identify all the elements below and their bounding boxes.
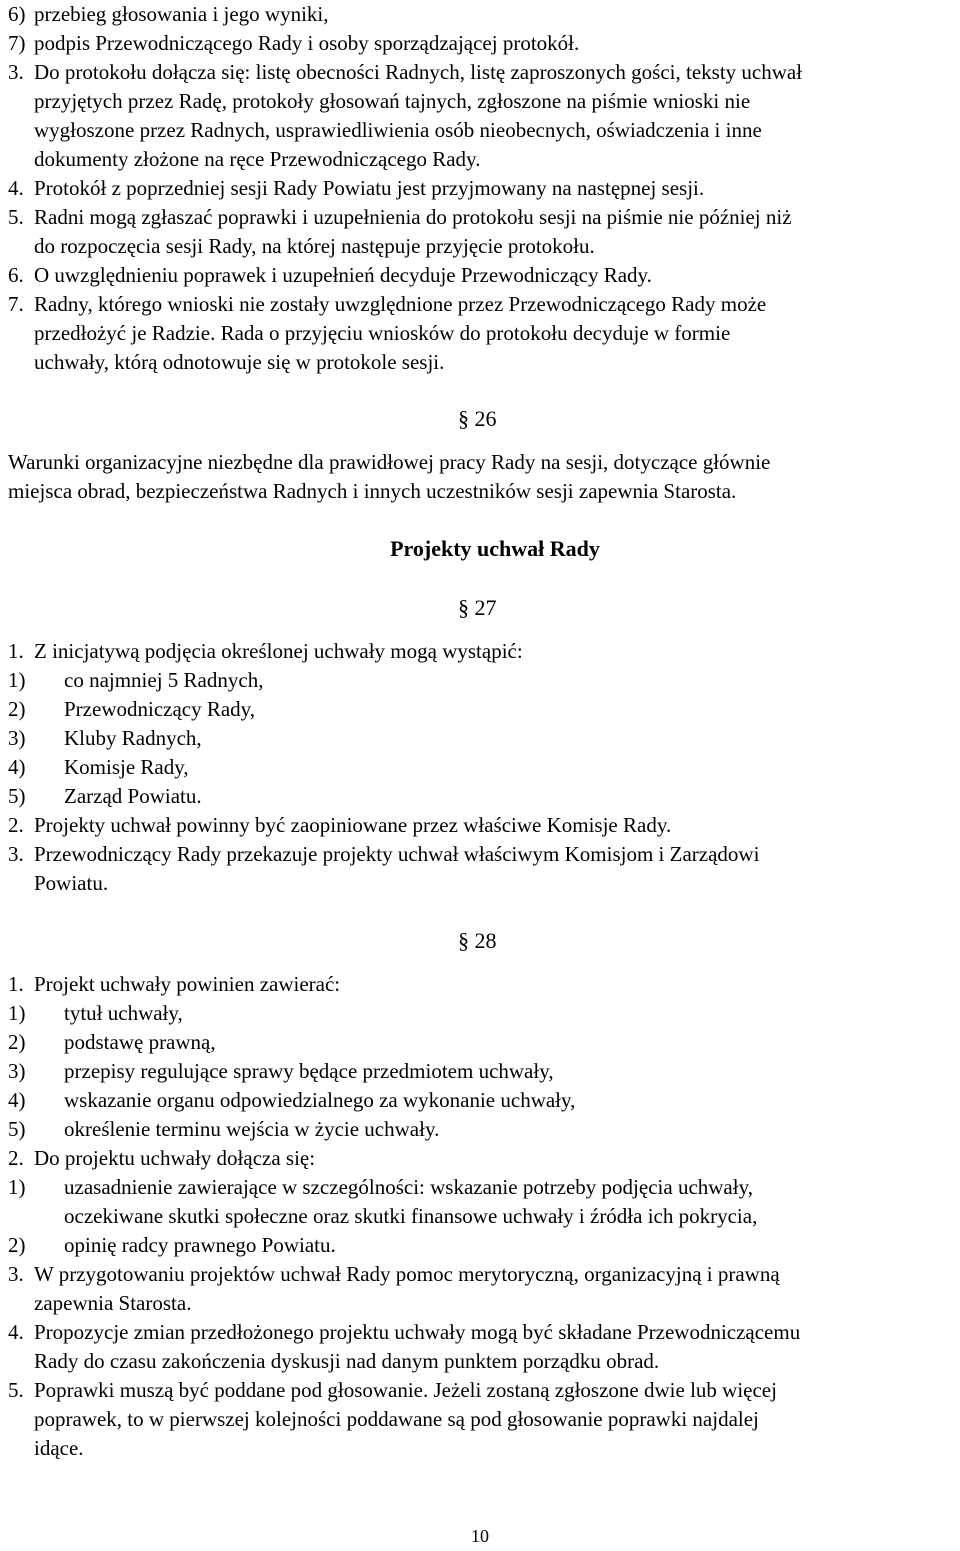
item-text: uchwały, którą odnotowuje się w protokole sesji. (34, 350, 445, 374)
paragraph-mark-28: § 28 (458, 928, 497, 953)
text-line (0, 203, 958, 232)
text-line (0, 1202, 958, 1231)
subitem-number: 3) (8, 726, 26, 750)
subitem-number: 3) (8, 1059, 26, 1083)
item-number: 3. (8, 842, 24, 866)
item-text: O uwzględnieniu poprawek i uzupełnień decyduje Przewodniczący Rady. (34, 263, 652, 287)
text-line (0, 145, 958, 174)
subitem-text: podstawę prawną, (64, 1030, 216, 1054)
text-line (0, 1318, 958, 1347)
item-number: 4. (8, 176, 24, 200)
text-line (0, 1144, 958, 1173)
text-line (0, 58, 958, 87)
section-heading: Projekty uchwał Rady (390, 536, 600, 561)
item-text: zapewnia Starosta. (34, 1291, 192, 1315)
item-number: 7. (8, 292, 24, 316)
item-text: podpis Przewodniczącego Rady i osoby sporządzającej protokół. (34, 31, 580, 55)
subitem-text: co najmniej 5 Radnych, (64, 668, 264, 692)
item-text: przebieg głosowania i jego wyniki, (34, 2, 329, 26)
text-line (0, 811, 958, 840)
item-text: Projekty uchwał powinny być zaopiniowane przez właściwe Komisje Rady. (34, 813, 672, 837)
subitem-text: tytuł uchwały, (64, 1001, 183, 1025)
text-line (0, 1405, 958, 1434)
item-number: 1. (8, 972, 24, 996)
item-text: przyjętych przez Radę, protokoły głosowań tajnych, zgłoszone na piśmie wnioski nie (34, 89, 751, 113)
text-line (0, 174, 958, 203)
subitem-text: przepisy regulujące sprawy będące przedmiotem uchwały, (64, 1059, 554, 1083)
text-line (0, 1347, 958, 1376)
subitem-text: Kluby Radnych, (64, 726, 202, 750)
subitem-text: wskazanie organu odpowiedzialnego za wykonanie uchwały, (64, 1088, 576, 1112)
text-line (0, 1086, 958, 1115)
item-number: 2. (8, 1146, 24, 1170)
item-text: Przewodniczący Rady przekazuje projekty uchwał właściwym Komisjom i Zarządowi (34, 842, 760, 866)
item-number: 6) (8, 2, 26, 26)
item-number: 3. (8, 1262, 24, 1286)
item-text: dokumenty złożone na ręce Przewodniczącego Rady. (34, 147, 481, 171)
text-line (0, 87, 958, 116)
item-text: Do projektu uchwały dołącza się: (34, 1146, 316, 1170)
item-number: 5. (8, 1378, 24, 1402)
subitem-text: opinię radcy prawnego Powiatu. (64, 1233, 336, 1257)
subitem-text: Zarząd Powiatu. (64, 784, 202, 808)
page-number: 10 (471, 1526, 489, 1546)
text-line (0, 840, 958, 869)
subitem-number: 1) (8, 1001, 26, 1025)
text-line (0, 1115, 958, 1144)
text-line (0, 477, 958, 506)
text-line (0, 261, 958, 290)
item-number: 2. (8, 813, 24, 837)
subitem-text: oczekiwane skutki społeczne oraz skutki finansowe uchwały i źródła ich pokrycia, (64, 1204, 758, 1228)
text-line (0, 0, 958, 29)
item-text: przedłożyć je Radzie. Rada o przyjęciu wniosków do protokołu decyduje w formie (34, 321, 731, 345)
paragraph-text: Warunki organizacyjne niezbędne dla prawidłowej pracy Rady na sesji, dotyczące głównie (8, 450, 771, 474)
item-number: 7) (8, 31, 26, 55)
item-text: Rady do czasu zakończenia dyskusji nad danym punktem porządku obrad. (34, 1349, 660, 1373)
item-text: Protokół z poprzedniej sesji Rady Powiatu jest przyjmowany na następnej sesji. (34, 176, 705, 200)
text-line (0, 348, 958, 377)
text-line (0, 319, 958, 348)
subitem-number: 4) (8, 1088, 26, 1112)
item-text: do rozpoczęcia sesji Rady, na której następuje przyjęcie protokołu. (34, 234, 595, 258)
item-number: 3. (8, 60, 24, 84)
text-line (0, 999, 958, 1028)
text-line (0, 1028, 958, 1057)
text-line (0, 232, 958, 261)
subitem-number: 5) (8, 784, 26, 808)
text-line (0, 970, 958, 999)
subitem-number: 2) (8, 1030, 26, 1054)
text-line (0, 637, 958, 666)
text-line (0, 782, 958, 811)
item-text: Powiatu. (34, 871, 109, 895)
subitem-number: 2) (8, 697, 26, 721)
subitem-number: 4) (8, 755, 26, 779)
item-text: Projekt uchwały powinien zawierać: (34, 972, 341, 996)
subitem-number: 1) (8, 668, 26, 692)
section-27-list (0, 637, 958, 898)
item-text: Do protokołu dołącza się: listę obecności Radnych, listę zaproszonych gości, teksty uchwał (34, 60, 803, 84)
text-line (0, 29, 958, 58)
text-line (0, 695, 958, 724)
text-line (0, 1260, 958, 1289)
text-line (0, 1057, 958, 1086)
item-text: W przygotowaniu projektów uchwał Rady pomoc merytoryczną, organizacyjną i prawną (34, 1262, 780, 1286)
item-text: Radni mogą zgłaszać poprawki i uzupełnienia do protokołu sesji na piśmie nie później niż (34, 205, 792, 229)
item-text: poprawek, to w pierwszej kolejności poddawane są pod głosowanie poprawki najdalej (34, 1407, 759, 1431)
section-28-list (0, 970, 958, 1463)
item-text: Propozycje zmian przedłożonego projektu uchwały mogą być składane Przewodniczącemu (34, 1320, 801, 1344)
text-line (0, 1231, 958, 1260)
text-line (0, 1173, 958, 1202)
item-text: Radny, którego wnioski nie zostały uwzględnione przez Przewodniczącego Rady może (34, 292, 767, 316)
subitem-text: określenie terminu wejścia w życie uchwały. (64, 1117, 440, 1141)
section-25-list (0, 58, 958, 377)
text-line (0, 724, 958, 753)
text-line (0, 753, 958, 782)
paragraph-mark-26: § 26 (458, 406, 497, 431)
text-line (0, 1376, 958, 1405)
item-text: Z inicjatywą podjęcia określonej uchwały mogą wystąpić: (34, 639, 523, 663)
item-text: Poprawki muszą być poddane pod głosowanie. Jeżeli zostaną zgłoszone dwie lub więcej (34, 1378, 777, 1402)
item-text: idące. (34, 1436, 84, 1460)
text-line (0, 666, 958, 695)
text-line (0, 1434, 958, 1463)
top-list (0, 0, 958, 58)
subitem-text: Przewodniczący Rady, (64, 697, 256, 721)
paragraph-text: miejsca obrad, bezpieczeństwa Radnych i innych uczestników sesji zapewnia Starosta. (8, 479, 737, 503)
text-line (0, 116, 958, 145)
item-number: 5. (8, 205, 24, 229)
text-line (0, 1289, 958, 1318)
subitem-number: 5) (8, 1117, 26, 1141)
item-number: 4. (8, 1320, 24, 1344)
item-text: wygłoszone przez Radnych, usprawiedliwienia osób nieobecnych, oświadczenia i inne (34, 118, 762, 142)
section-26-text (0, 448, 958, 506)
subitem-number: 1) (8, 1175, 26, 1199)
paragraph-mark-27: § 27 (458, 595, 497, 620)
item-number: 6. (8, 263, 24, 287)
subitem-text: Komisje Rady, (64, 755, 189, 779)
text-line (0, 869, 958, 898)
item-number: 1. (8, 639, 24, 663)
text-line (0, 290, 958, 319)
subitem-text: uzasadnienie zawierające w szczególności: wskazanie potrzeby podjęcia uchwały, (64, 1175, 753, 1199)
text-line (0, 448, 958, 477)
subitem-number: 2) (8, 1233, 26, 1257)
